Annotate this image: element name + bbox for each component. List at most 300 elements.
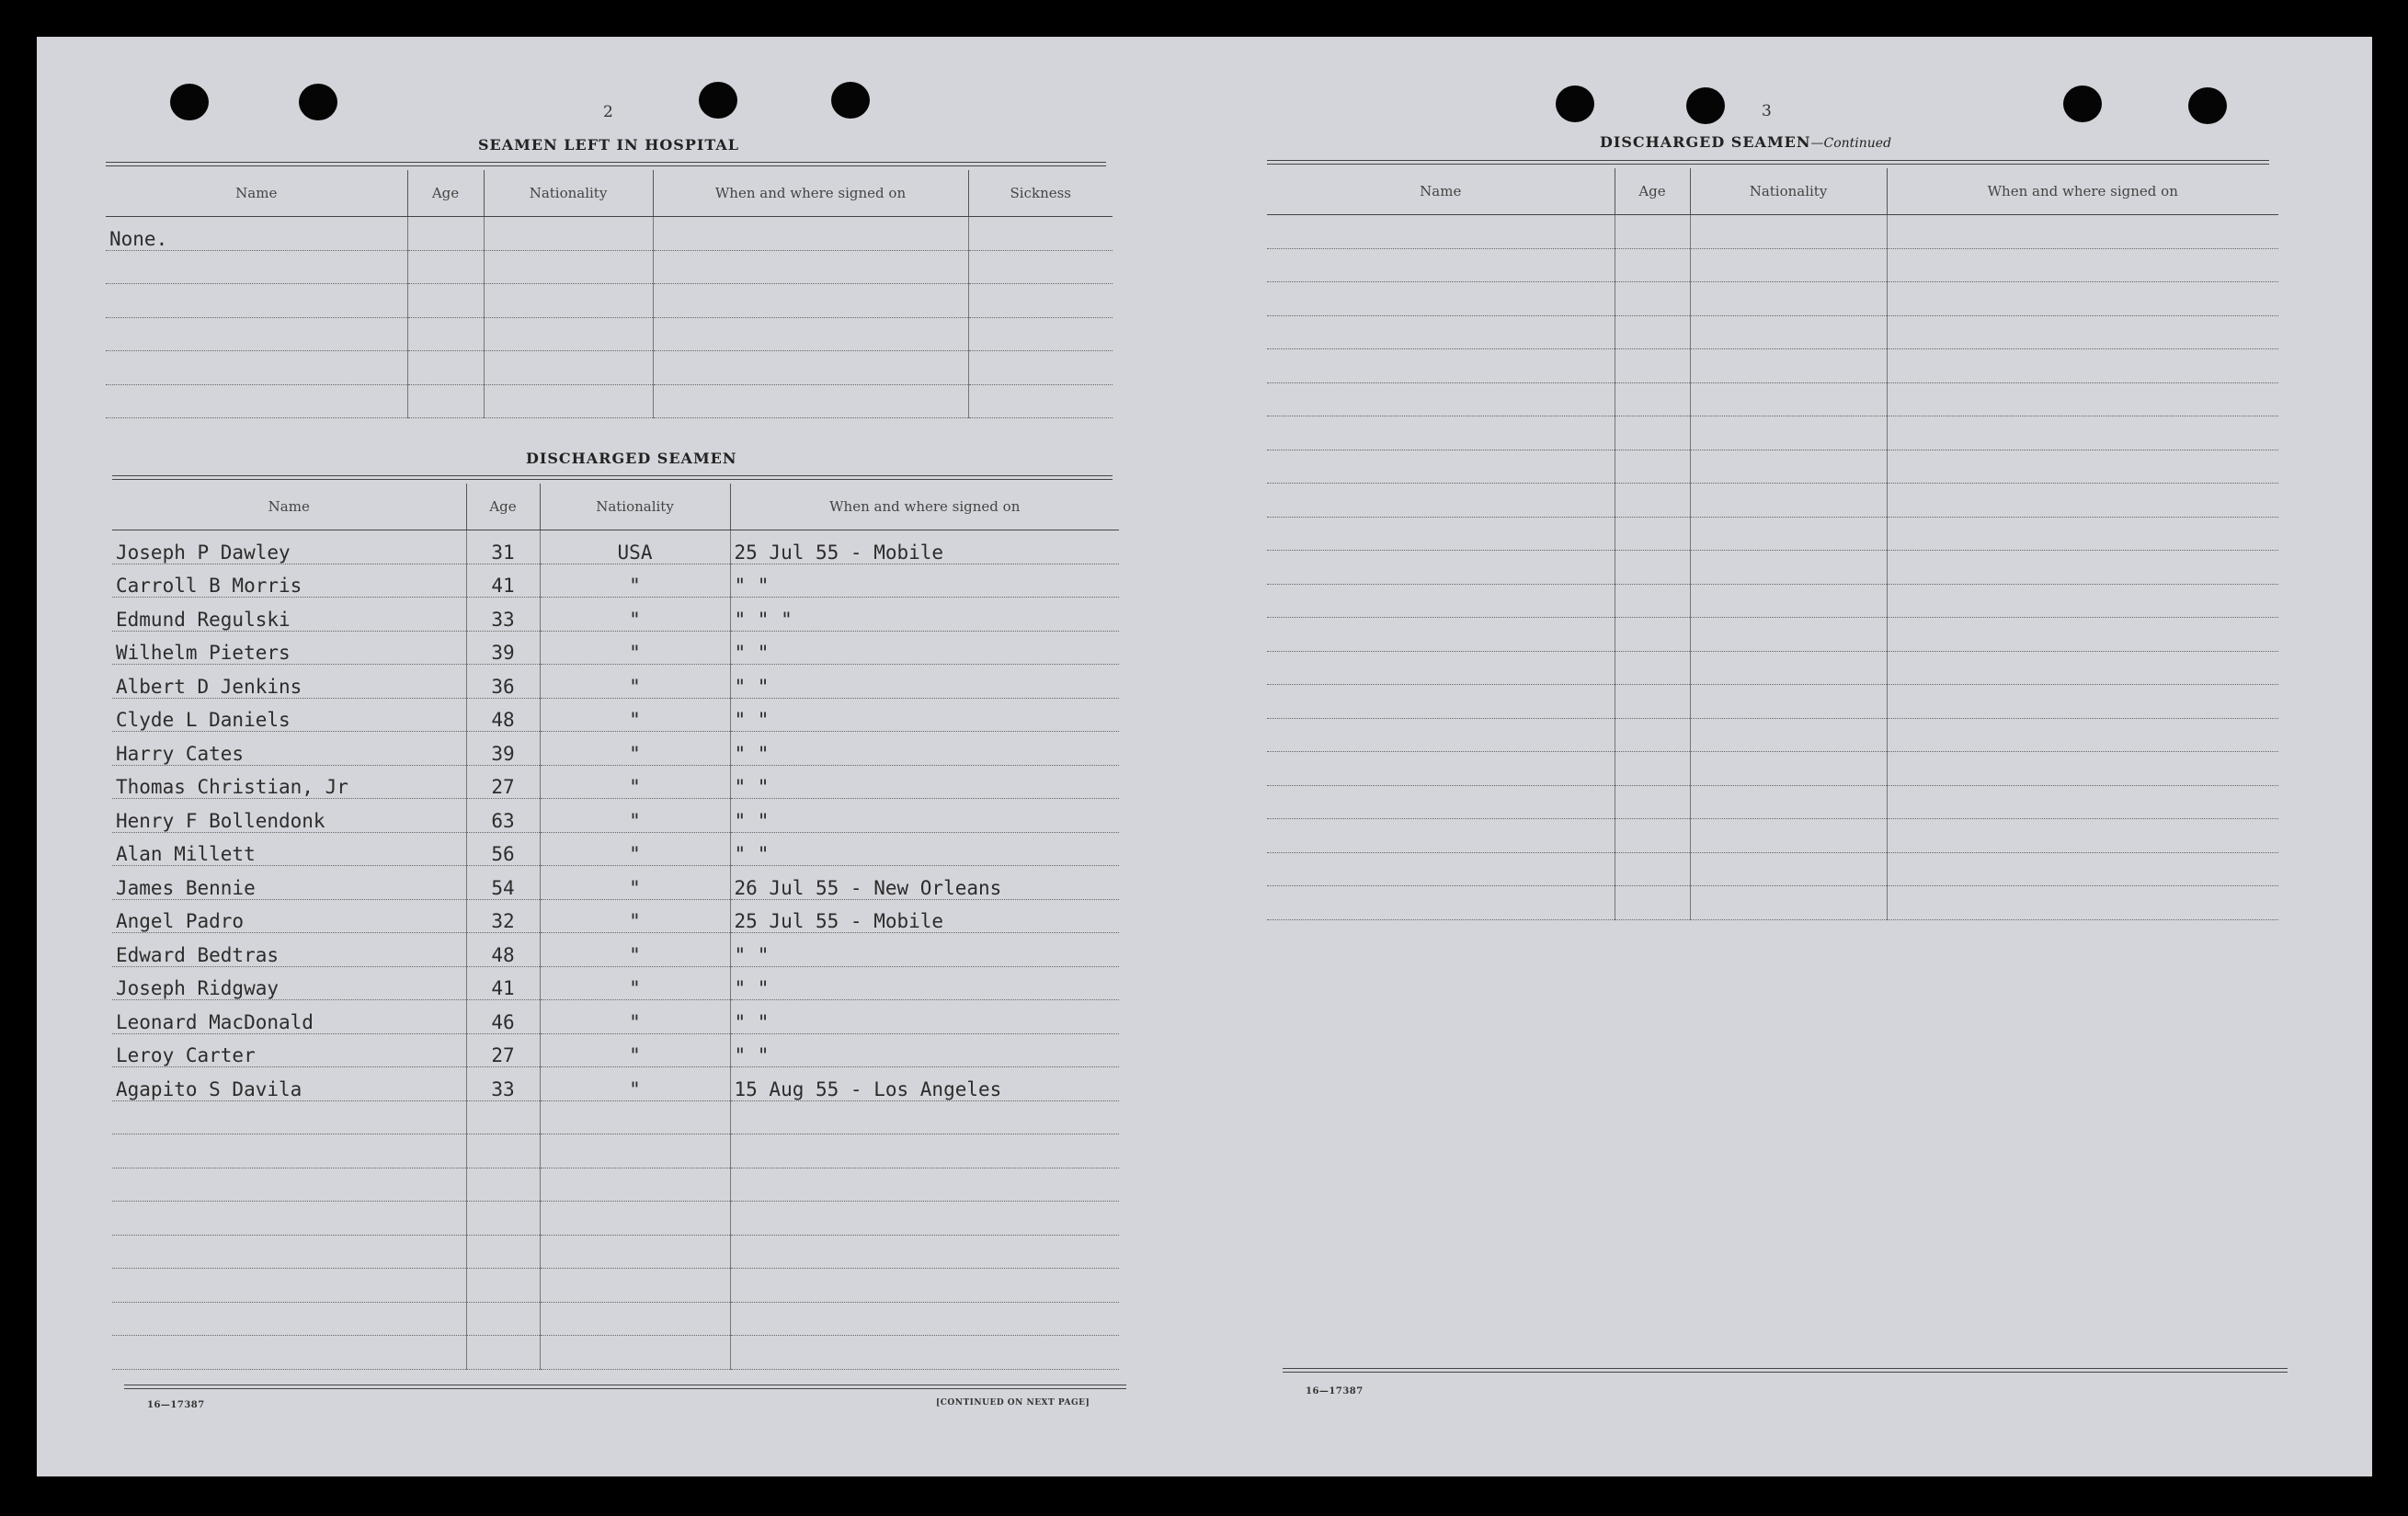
cell-age: 27 xyxy=(466,765,540,799)
cell-sickness xyxy=(968,384,1113,418)
cell-nationality xyxy=(540,1235,730,1269)
blank-cell xyxy=(1690,382,1887,416)
cell-age: 31 xyxy=(466,530,540,564)
cell-name xyxy=(106,351,407,385)
table-row xyxy=(112,1269,1119,1303)
blank-cell xyxy=(1690,282,1887,316)
column-header: Sickness xyxy=(968,170,1113,217)
blank-cell xyxy=(1887,551,2278,585)
cell-name: Joseph P Dawley xyxy=(112,530,466,564)
page-number: 3 xyxy=(1762,102,1772,120)
table-row xyxy=(112,1033,1119,1067)
blank-cell xyxy=(1267,785,1615,819)
cell-nationality: " xyxy=(540,631,730,665)
blank-cell xyxy=(1615,517,1690,551)
double-rule xyxy=(106,162,1106,166)
table-row xyxy=(112,1202,1119,1236)
table-row xyxy=(112,732,1119,766)
cell-sickness xyxy=(968,317,1113,351)
page-number: 2 xyxy=(603,103,613,121)
blank-cell xyxy=(1267,551,1615,585)
blank-cell xyxy=(1887,618,2278,652)
hospital-section-title: SEAMEN LEFT IN HOSPITAL xyxy=(478,136,740,154)
blank-cell xyxy=(1615,718,1690,752)
blank-cell xyxy=(1615,852,1690,886)
blank-row xyxy=(1267,785,2278,819)
cell-signed-on xyxy=(653,217,968,251)
cell-name: None. xyxy=(106,217,407,251)
table-row xyxy=(112,1168,1119,1202)
cell-nationality xyxy=(540,1336,730,1370)
cell-name: Thomas Christian, Jr xyxy=(112,765,466,799)
blank-cell xyxy=(1887,718,2278,752)
blank-cell xyxy=(1615,618,1690,652)
column-header: Age xyxy=(1615,168,1690,215)
blank-cell xyxy=(1690,651,1887,685)
continued-note: [CONTINUED ON NEXT PAGE] xyxy=(936,1398,1090,1408)
table-row xyxy=(112,933,1119,967)
blank-cell xyxy=(1267,819,1615,853)
blank-cell xyxy=(1690,819,1887,853)
cell-sickness xyxy=(968,284,1113,318)
blank-cell xyxy=(1615,785,1690,819)
cell-signed-on xyxy=(730,1269,1119,1303)
cell-signed-on: 25 Jul 55 - Mobile xyxy=(730,899,1119,933)
cell-signed-on: " " xyxy=(730,665,1119,699)
blank-row xyxy=(1267,382,2278,416)
table-row xyxy=(106,351,1113,385)
blank-cell xyxy=(1615,584,1690,618)
cell-signed-on xyxy=(730,1134,1119,1168)
cell-signed-on: " " xyxy=(730,799,1119,833)
cell-signed-on xyxy=(730,1168,1119,1202)
cell-nationality xyxy=(540,1168,730,1202)
cell-age: 41 xyxy=(466,966,540,1000)
cell-name: Carroll B Morris xyxy=(112,564,466,598)
double-rule xyxy=(1283,1368,2288,1373)
cell-nationality xyxy=(540,1134,730,1168)
blank-row xyxy=(1267,618,2278,652)
column-header: Age xyxy=(407,170,484,217)
table-row xyxy=(112,832,1119,866)
cell-age xyxy=(407,250,484,284)
table-row xyxy=(106,384,1113,418)
cell-nationality: " xyxy=(540,799,730,833)
cell-name: Leonard MacDonald xyxy=(112,1000,466,1034)
blank-cell xyxy=(1887,819,2278,853)
form-number: 16—17387 xyxy=(1306,1386,1364,1396)
blank-cell xyxy=(1887,886,2278,920)
cell-name xyxy=(112,1269,466,1303)
blank-cell xyxy=(1690,416,1887,450)
cell-nationality: " xyxy=(540,598,730,632)
blank-cell xyxy=(1267,584,1615,618)
cell-nationality: " xyxy=(540,564,730,598)
hospital-table xyxy=(106,170,1113,418)
cell-age: 41 xyxy=(466,564,540,598)
blank-row xyxy=(1267,852,2278,886)
blank-cell xyxy=(1690,685,1887,719)
table-row xyxy=(112,1336,1119,1370)
blank-cell xyxy=(1615,416,1690,450)
cell-age xyxy=(407,217,484,251)
blank-cell xyxy=(1267,484,1615,518)
cell-name: Leroy Carter xyxy=(112,1033,466,1067)
cell-signed-on xyxy=(653,384,968,418)
blank-cell xyxy=(1887,215,2278,249)
column-header: Age xyxy=(466,484,540,530)
cell-age: 32 xyxy=(466,899,540,933)
blank-cell xyxy=(1615,315,1690,349)
blank-cell xyxy=(1615,450,1690,484)
cell-name xyxy=(106,317,407,351)
cell-nationality: " xyxy=(540,732,730,766)
cell-name: Joseph Ridgway xyxy=(112,966,466,1000)
cell-age: 27 xyxy=(466,1033,540,1067)
cell-nationality: " xyxy=(540,1067,730,1101)
cell-signed-on: 25 Jul 55 - Mobile xyxy=(730,530,1119,564)
blank-row xyxy=(1267,517,2278,551)
cell-age: 39 xyxy=(466,631,540,665)
discharged-continued-table xyxy=(1267,168,2278,920)
cell-nationality: " xyxy=(540,698,730,732)
blank-cell xyxy=(1887,752,2278,786)
punch-hole xyxy=(170,84,209,120)
blank-row xyxy=(1267,685,2278,719)
cell-nationality xyxy=(484,250,653,284)
blank-cell xyxy=(1615,248,1690,282)
blank-row xyxy=(1267,551,2278,585)
cell-signed-on: " " xyxy=(730,933,1119,967)
cell-age xyxy=(466,1302,540,1336)
blank-cell xyxy=(1690,248,1887,282)
cell-nationality: " xyxy=(540,933,730,967)
punch-hole xyxy=(299,84,337,120)
cell-age: 46 xyxy=(466,1000,540,1034)
cell-signed-on xyxy=(653,317,968,351)
table-row xyxy=(112,866,1119,900)
cell-name: Clyde L Daniels xyxy=(112,698,466,732)
cell-signed-on xyxy=(730,1100,1119,1134)
cell-name: Wilhelm Pieters xyxy=(112,631,466,665)
table-row xyxy=(112,530,1119,564)
blank-cell xyxy=(1887,315,2278,349)
cell-name: Albert D Jenkins xyxy=(112,665,466,699)
discharged-continued-title xyxy=(1600,133,1891,151)
cell-nationality xyxy=(484,317,653,351)
cell-signed-on xyxy=(653,284,968,318)
blank-cell xyxy=(1615,282,1690,316)
blank-cell xyxy=(1267,718,1615,752)
cell-name xyxy=(112,1134,466,1168)
column-header: When and where signed on xyxy=(1887,168,2278,215)
blank-cell xyxy=(1887,651,2278,685)
discharged-table xyxy=(112,484,1119,1370)
blank-cell xyxy=(1267,248,1615,282)
cell-name xyxy=(112,1336,466,1370)
cell-name xyxy=(112,1235,466,1269)
column-header: Name xyxy=(106,170,407,217)
cell-sickness xyxy=(968,250,1113,284)
blank-row xyxy=(1267,651,2278,685)
cell-name: Angel Padro xyxy=(112,899,466,933)
cell-nationality: " xyxy=(540,765,730,799)
blank-cell xyxy=(1267,315,1615,349)
cell-age: 33 xyxy=(466,598,540,632)
cell-name xyxy=(106,250,407,284)
table-row xyxy=(112,966,1119,1000)
table-row xyxy=(106,284,1113,318)
form-number: 16—17387 xyxy=(147,1400,205,1410)
cell-age: 48 xyxy=(466,698,540,732)
blank-cell xyxy=(1690,484,1887,518)
cell-signed-on: " " xyxy=(730,698,1119,732)
title-suffix: —Continued xyxy=(1810,136,1892,151)
blank-cell xyxy=(1615,752,1690,786)
cell-name: Alan Millett xyxy=(112,832,466,866)
punch-hole xyxy=(1686,87,1725,124)
blank-row xyxy=(1267,248,2278,282)
cell-age: 54 xyxy=(466,866,540,900)
cell-sickness xyxy=(968,351,1113,385)
punch-hole xyxy=(1556,85,1594,122)
cell-signed-on: " " xyxy=(730,1033,1119,1067)
blank-cell xyxy=(1690,852,1887,886)
cell-age: 33 xyxy=(466,1067,540,1101)
cell-age xyxy=(466,1336,540,1370)
cell-age xyxy=(466,1202,540,1236)
cell-signed-on xyxy=(653,351,968,385)
table-row xyxy=(112,665,1119,699)
table-row xyxy=(112,631,1119,665)
table-row xyxy=(112,1100,1119,1134)
cell-sickness xyxy=(968,217,1113,251)
table-row xyxy=(112,698,1119,732)
cell-age xyxy=(466,1100,540,1134)
blank-cell xyxy=(1690,584,1887,618)
blank-cell xyxy=(1615,382,1690,416)
cell-age: 56 xyxy=(466,832,540,866)
cell-nationality xyxy=(540,1302,730,1336)
blank-cell xyxy=(1267,450,1615,484)
blank-cell xyxy=(1690,517,1887,551)
cell-name: Edmund Regulski xyxy=(112,598,466,632)
blank-row xyxy=(1267,718,2278,752)
cell-name: Henry F Bollendonk xyxy=(112,799,466,833)
cell-signed-on: " " " xyxy=(730,598,1119,632)
cell-age: 36 xyxy=(466,665,540,699)
double-rule xyxy=(124,1385,1126,1389)
table-row xyxy=(112,899,1119,933)
table-row xyxy=(112,765,1119,799)
table-row xyxy=(112,564,1119,598)
blank-cell xyxy=(1267,752,1615,786)
blank-cell xyxy=(1267,618,1615,652)
blank-row xyxy=(1267,282,2278,316)
blank-cell xyxy=(1690,349,1887,383)
table-row xyxy=(112,1134,1119,1168)
blank-cell xyxy=(1887,282,2278,316)
blank-cell xyxy=(1690,551,1887,585)
blank-cell xyxy=(1267,517,1615,551)
cell-nationality xyxy=(540,1100,730,1134)
table-row xyxy=(112,1302,1119,1336)
blank-cell xyxy=(1615,484,1690,518)
manifest-sheet xyxy=(37,37,2372,1476)
cell-signed-on: " " xyxy=(730,832,1119,866)
cell-age xyxy=(407,317,484,351)
cell-signed-on xyxy=(730,1336,1119,1370)
cell-nationality xyxy=(484,284,653,318)
blank-cell xyxy=(1267,886,1615,920)
blank-cell xyxy=(1887,349,2278,383)
blank-cell xyxy=(1267,685,1615,719)
cell-name xyxy=(112,1302,466,1336)
cell-nationality: " xyxy=(540,832,730,866)
blank-row xyxy=(1267,450,2278,484)
cell-nationality: " xyxy=(540,1033,730,1067)
cell-name xyxy=(112,1100,466,1134)
cell-signed-on: " " xyxy=(730,966,1119,1000)
cell-nationality: " xyxy=(540,665,730,699)
blank-cell xyxy=(1615,819,1690,853)
cell-nationality xyxy=(484,217,653,251)
cell-nationality: " xyxy=(540,866,730,900)
cell-age xyxy=(407,351,484,385)
cell-age xyxy=(407,284,484,318)
blank-cell xyxy=(1615,651,1690,685)
table-row xyxy=(106,250,1113,284)
cell-nationality: USA xyxy=(540,530,730,564)
table-row xyxy=(112,1000,1119,1034)
blank-row xyxy=(1267,315,2278,349)
blank-cell xyxy=(1690,752,1887,786)
cell-age xyxy=(466,1134,540,1168)
blank-row xyxy=(1267,886,2278,920)
cell-age xyxy=(466,1235,540,1269)
cell-age: 48 xyxy=(466,933,540,967)
cell-name: James Bennie xyxy=(112,866,466,900)
cell-signed-on xyxy=(730,1302,1119,1336)
blank-cell xyxy=(1690,785,1887,819)
blank-cell xyxy=(1267,349,1615,383)
blank-cell xyxy=(1887,785,2278,819)
punch-hole xyxy=(699,82,737,119)
blank-row xyxy=(1267,349,2278,383)
blank-cell xyxy=(1887,852,2278,886)
cell-name: Edward Bedtras xyxy=(112,933,466,967)
cell-name xyxy=(106,284,407,318)
cell-name: Harry Cates xyxy=(112,732,466,766)
blank-cell xyxy=(1690,215,1887,249)
column-header: Nationality xyxy=(484,170,653,217)
blank-cell xyxy=(1887,450,2278,484)
blank-cell xyxy=(1267,215,1615,249)
blank-cell xyxy=(1887,517,2278,551)
blank-cell xyxy=(1887,416,2278,450)
table-row xyxy=(106,217,1113,251)
cell-age xyxy=(407,384,484,418)
blank-cell xyxy=(1887,584,2278,618)
cell-signed-on xyxy=(730,1235,1119,1269)
column-header: Nationality xyxy=(1690,168,1887,215)
cell-age: 63 xyxy=(466,799,540,833)
column-header: Name xyxy=(112,484,466,530)
cell-age xyxy=(466,1168,540,1202)
blank-cell xyxy=(1267,282,1615,316)
table-row xyxy=(112,598,1119,632)
blank-row xyxy=(1267,819,2278,853)
cell-signed-on: 15 Aug 55 - Los Angeles xyxy=(730,1067,1119,1101)
table-row xyxy=(112,1235,1119,1269)
punch-hole xyxy=(831,82,870,119)
cell-signed-on: " " xyxy=(730,564,1119,598)
table-row xyxy=(112,799,1119,833)
cell-age: 39 xyxy=(466,732,540,766)
cell-signed-on: " " xyxy=(730,732,1119,766)
punch-hole xyxy=(2063,85,2102,122)
blank-cell xyxy=(1887,248,2278,282)
blank-cell xyxy=(1690,718,1887,752)
blank-row xyxy=(1267,752,2278,786)
blank-cell xyxy=(1267,651,1615,685)
blank-cell xyxy=(1615,685,1690,719)
double-rule xyxy=(1267,160,2269,165)
table-row xyxy=(106,317,1113,351)
cell-name xyxy=(106,384,407,418)
cell-nationality: " xyxy=(540,966,730,1000)
column-header: When and where signed on xyxy=(653,170,968,217)
blank-cell xyxy=(1690,886,1887,920)
blank-cell xyxy=(1887,484,2278,518)
blank-cell xyxy=(1615,551,1690,585)
cell-name: Agapito S Davila xyxy=(112,1067,466,1101)
cell-age xyxy=(466,1269,540,1303)
blank-cell xyxy=(1267,416,1615,450)
double-rule xyxy=(112,475,1113,480)
column-header: When and where signed on xyxy=(730,484,1119,530)
cell-name xyxy=(112,1202,466,1236)
blank-cell xyxy=(1615,886,1690,920)
table-row xyxy=(112,1067,1119,1101)
blank-row xyxy=(1267,215,2278,249)
cell-name xyxy=(112,1168,466,1202)
blank-cell xyxy=(1615,215,1690,249)
blank-cell xyxy=(1690,618,1887,652)
blank-row xyxy=(1267,584,2278,618)
blank-row xyxy=(1267,484,2278,518)
cell-nationality xyxy=(540,1269,730,1303)
column-header: Name xyxy=(1267,168,1615,215)
cell-nationality xyxy=(484,384,653,418)
blank-cell xyxy=(1887,382,2278,416)
punch-hole xyxy=(2188,87,2227,124)
blank-cell xyxy=(1615,349,1690,383)
cell-nationality xyxy=(540,1202,730,1236)
blank-cell xyxy=(1267,382,1615,416)
cell-nationality: " xyxy=(540,1000,730,1034)
cell-signed-on xyxy=(653,250,968,284)
cell-nationality xyxy=(484,351,653,385)
discharged-section-title: DISCHARGED SEAMEN xyxy=(526,450,737,467)
blank-row xyxy=(1267,416,2278,450)
cell-signed-on xyxy=(730,1202,1119,1236)
blank-cell xyxy=(1690,315,1887,349)
blank-cell xyxy=(1887,685,2278,719)
cell-signed-on: " " xyxy=(730,765,1119,799)
blank-cell xyxy=(1267,852,1615,886)
cell-signed-on: 26 Jul 55 - New Orleans xyxy=(730,866,1119,900)
